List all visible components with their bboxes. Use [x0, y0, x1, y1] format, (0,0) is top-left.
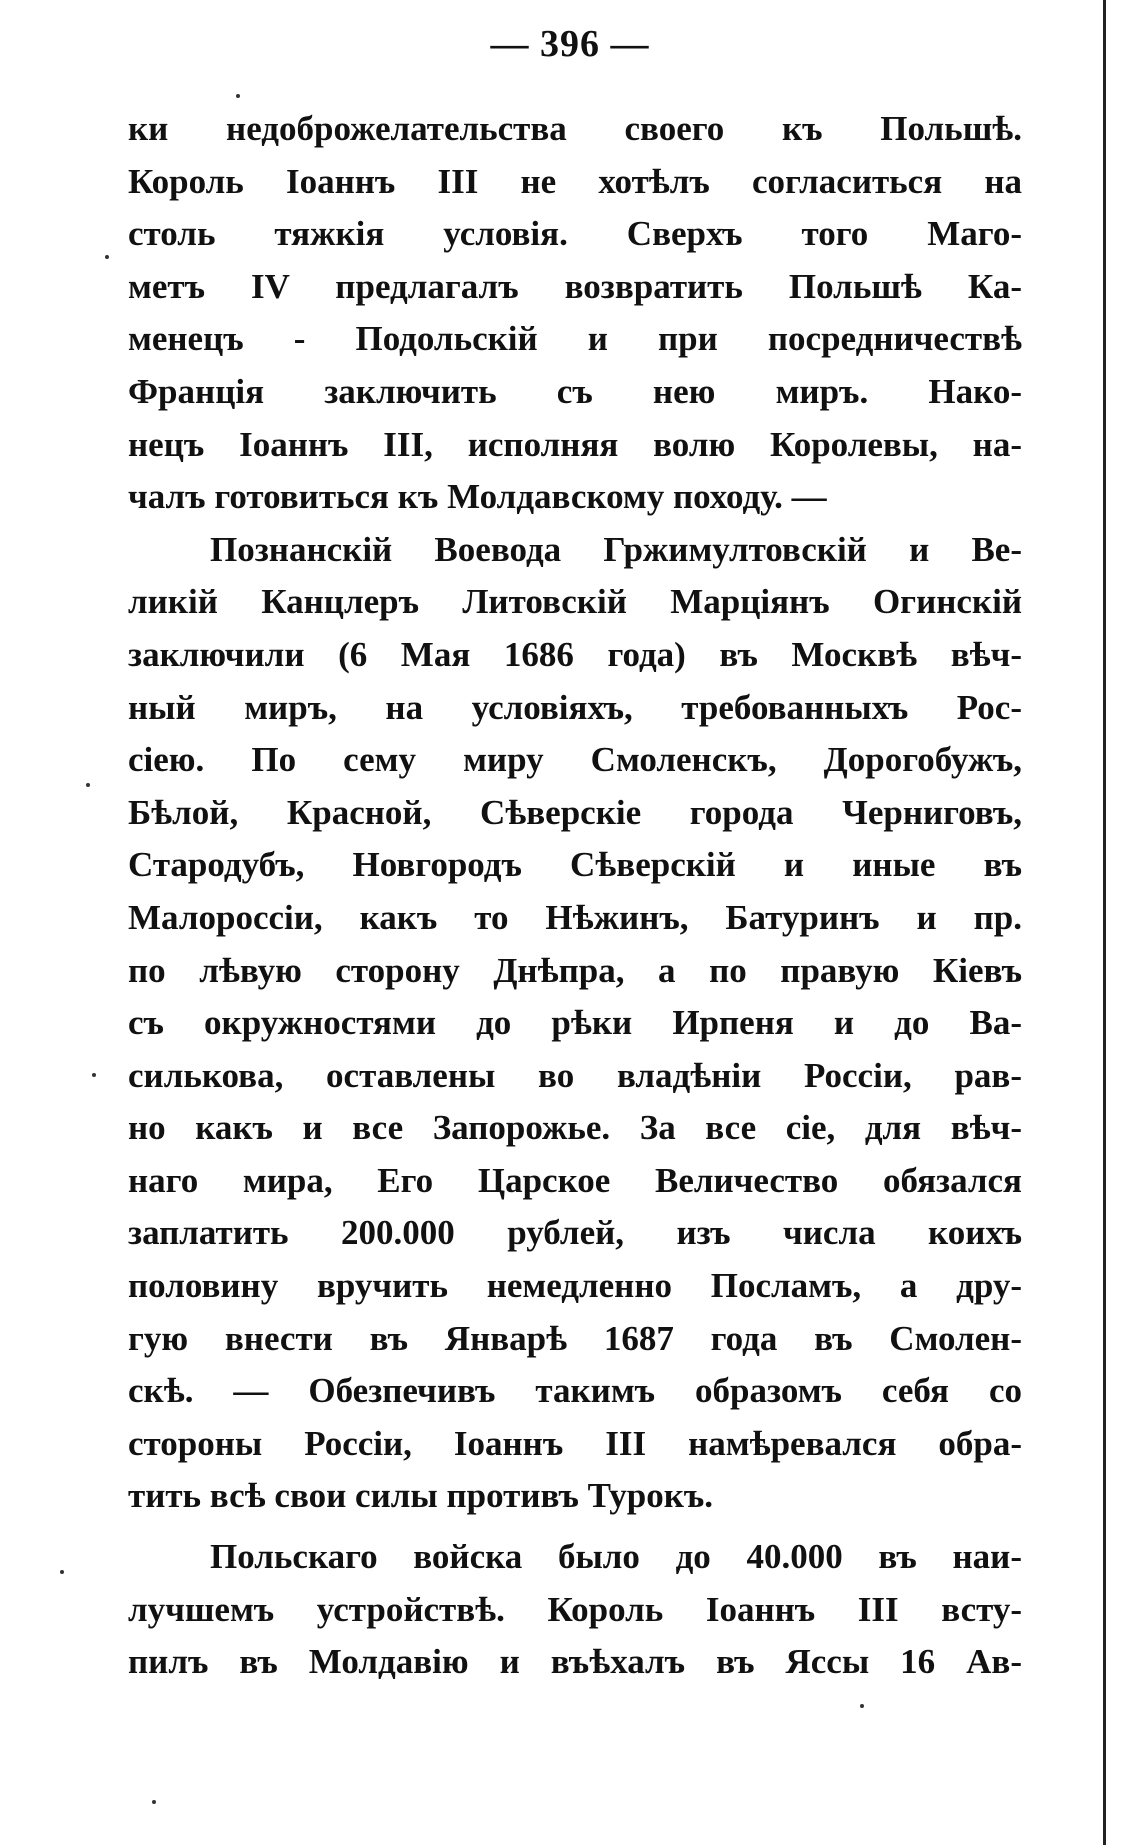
scan-speck	[860, 1704, 864, 1708]
text-line: ки недоброжелательства своего къ Польшѣ.	[128, 109, 1022, 148]
body-text	[128, 103, 1022, 1689]
text-line: Бѣлой, Красной, Сѣверскіе города Черниговъ,	[128, 792, 1022, 832]
text-line: съ окружностями до рѣки Ирпеня и до Ва-	[128, 1003, 1022, 1043]
text-line: столь тяжкія условія. Сверхъ того Маго-	[128, 214, 1022, 254]
text-line: наго мира, Его Царское Величество обязался	[128, 1160, 1022, 1200]
text-line: сіею. По сему миру Смоленскъ, Дорогобужъ,	[128, 740, 1022, 780]
text-line: Франція заключить съ нею миръ. Нако-	[128, 371, 1022, 411]
scan-speck	[152, 1800, 156, 1804]
text-line: тить всѣ свои силы противъ Турокъ.	[128, 1476, 714, 1516]
text-line: скѣ. — Обезпечивъ такимъ образомъ себя со	[128, 1371, 1022, 1411]
text-line: гую внести въ Январѣ 1687 года въ Смолен-	[128, 1318, 1022, 1358]
paragraph	[128, 103, 1022, 524]
text-line: метъ IV предлагалъ возвратить Польшѣ Ка-	[128, 266, 1022, 306]
paragraph	[128, 1531, 1022, 1689]
text-line: но какъ и все Запорожье. За все сіе, для вѣч-	[128, 1108, 1022, 1148]
text-line: силькова, оставлены во владѣніи Россіи, рав-	[128, 1055, 1022, 1095]
text-line: Малороссіи, какъ то Нѣжинъ, Батуринъ и пр.	[128, 897, 1022, 937]
scan-speck	[105, 255, 109, 259]
scan-speck	[60, 1570, 64, 1574]
text-line: нецъ Іоаннъ III, исполняя волю Королевы, на-	[128, 424, 1022, 464]
page-edge-rule	[1103, 0, 1106, 1845]
text-line: заплатить 200.000 рублей, изъ числа коихъ	[128, 1213, 1022, 1253]
paragraph-gap	[128, 1523, 1022, 1531]
text-line: стороны Россіи, Іоаннъ III намѣревался обра-	[128, 1423, 1022, 1463]
scan-speck	[236, 94, 240, 98]
text-line: Стародубъ, Новгородъ Сѣверскій и иные въ	[128, 845, 1022, 885]
text-line: Король Іоаннъ III не хотѣлъ согласиться на	[128, 161, 1022, 201]
scan-speck	[92, 1073, 96, 1077]
text-line: Познанскій Воевода Гржимултовскій и Ве-	[210, 529, 1022, 569]
text-line: ный миръ, на условіяхъ, требованныхъ Рос-	[128, 687, 1022, 727]
text-line: Польскаго войска было до 40.000 въ наи-	[210, 1537, 1022, 1577]
text-line: лучшемъ устройствѣ. Король Іоаннъ III всту-	[128, 1589, 1022, 1629]
text-line: заключили (6 Мая 1686 года) въ Москвѣ вѣч-	[128, 634, 1022, 674]
text-line: пилъ въ Молдавію и въѣхалъ въ Яссы 16 Ав-	[128, 1642, 1022, 1682]
text-line: по лѣвую сторону Днѣпра, а по правую Кіевъ	[128, 950, 1022, 990]
page-number: — 396 —	[490, 23, 650, 65]
text-line: ликій Канцлеръ Литовскій Марціянъ Огинскій	[128, 582, 1022, 622]
paragraph	[128, 524, 1022, 1523]
text-line: половину вручить немедленно Посламъ, а дру-	[128, 1266, 1022, 1306]
text-line: менецъ - Подольскій и при посредничествѣ	[128, 319, 1022, 359]
text-line: чалъ готовиться къ Молдавскому походу. —	[128, 477, 827, 517]
scan-speck	[86, 783, 90, 787]
